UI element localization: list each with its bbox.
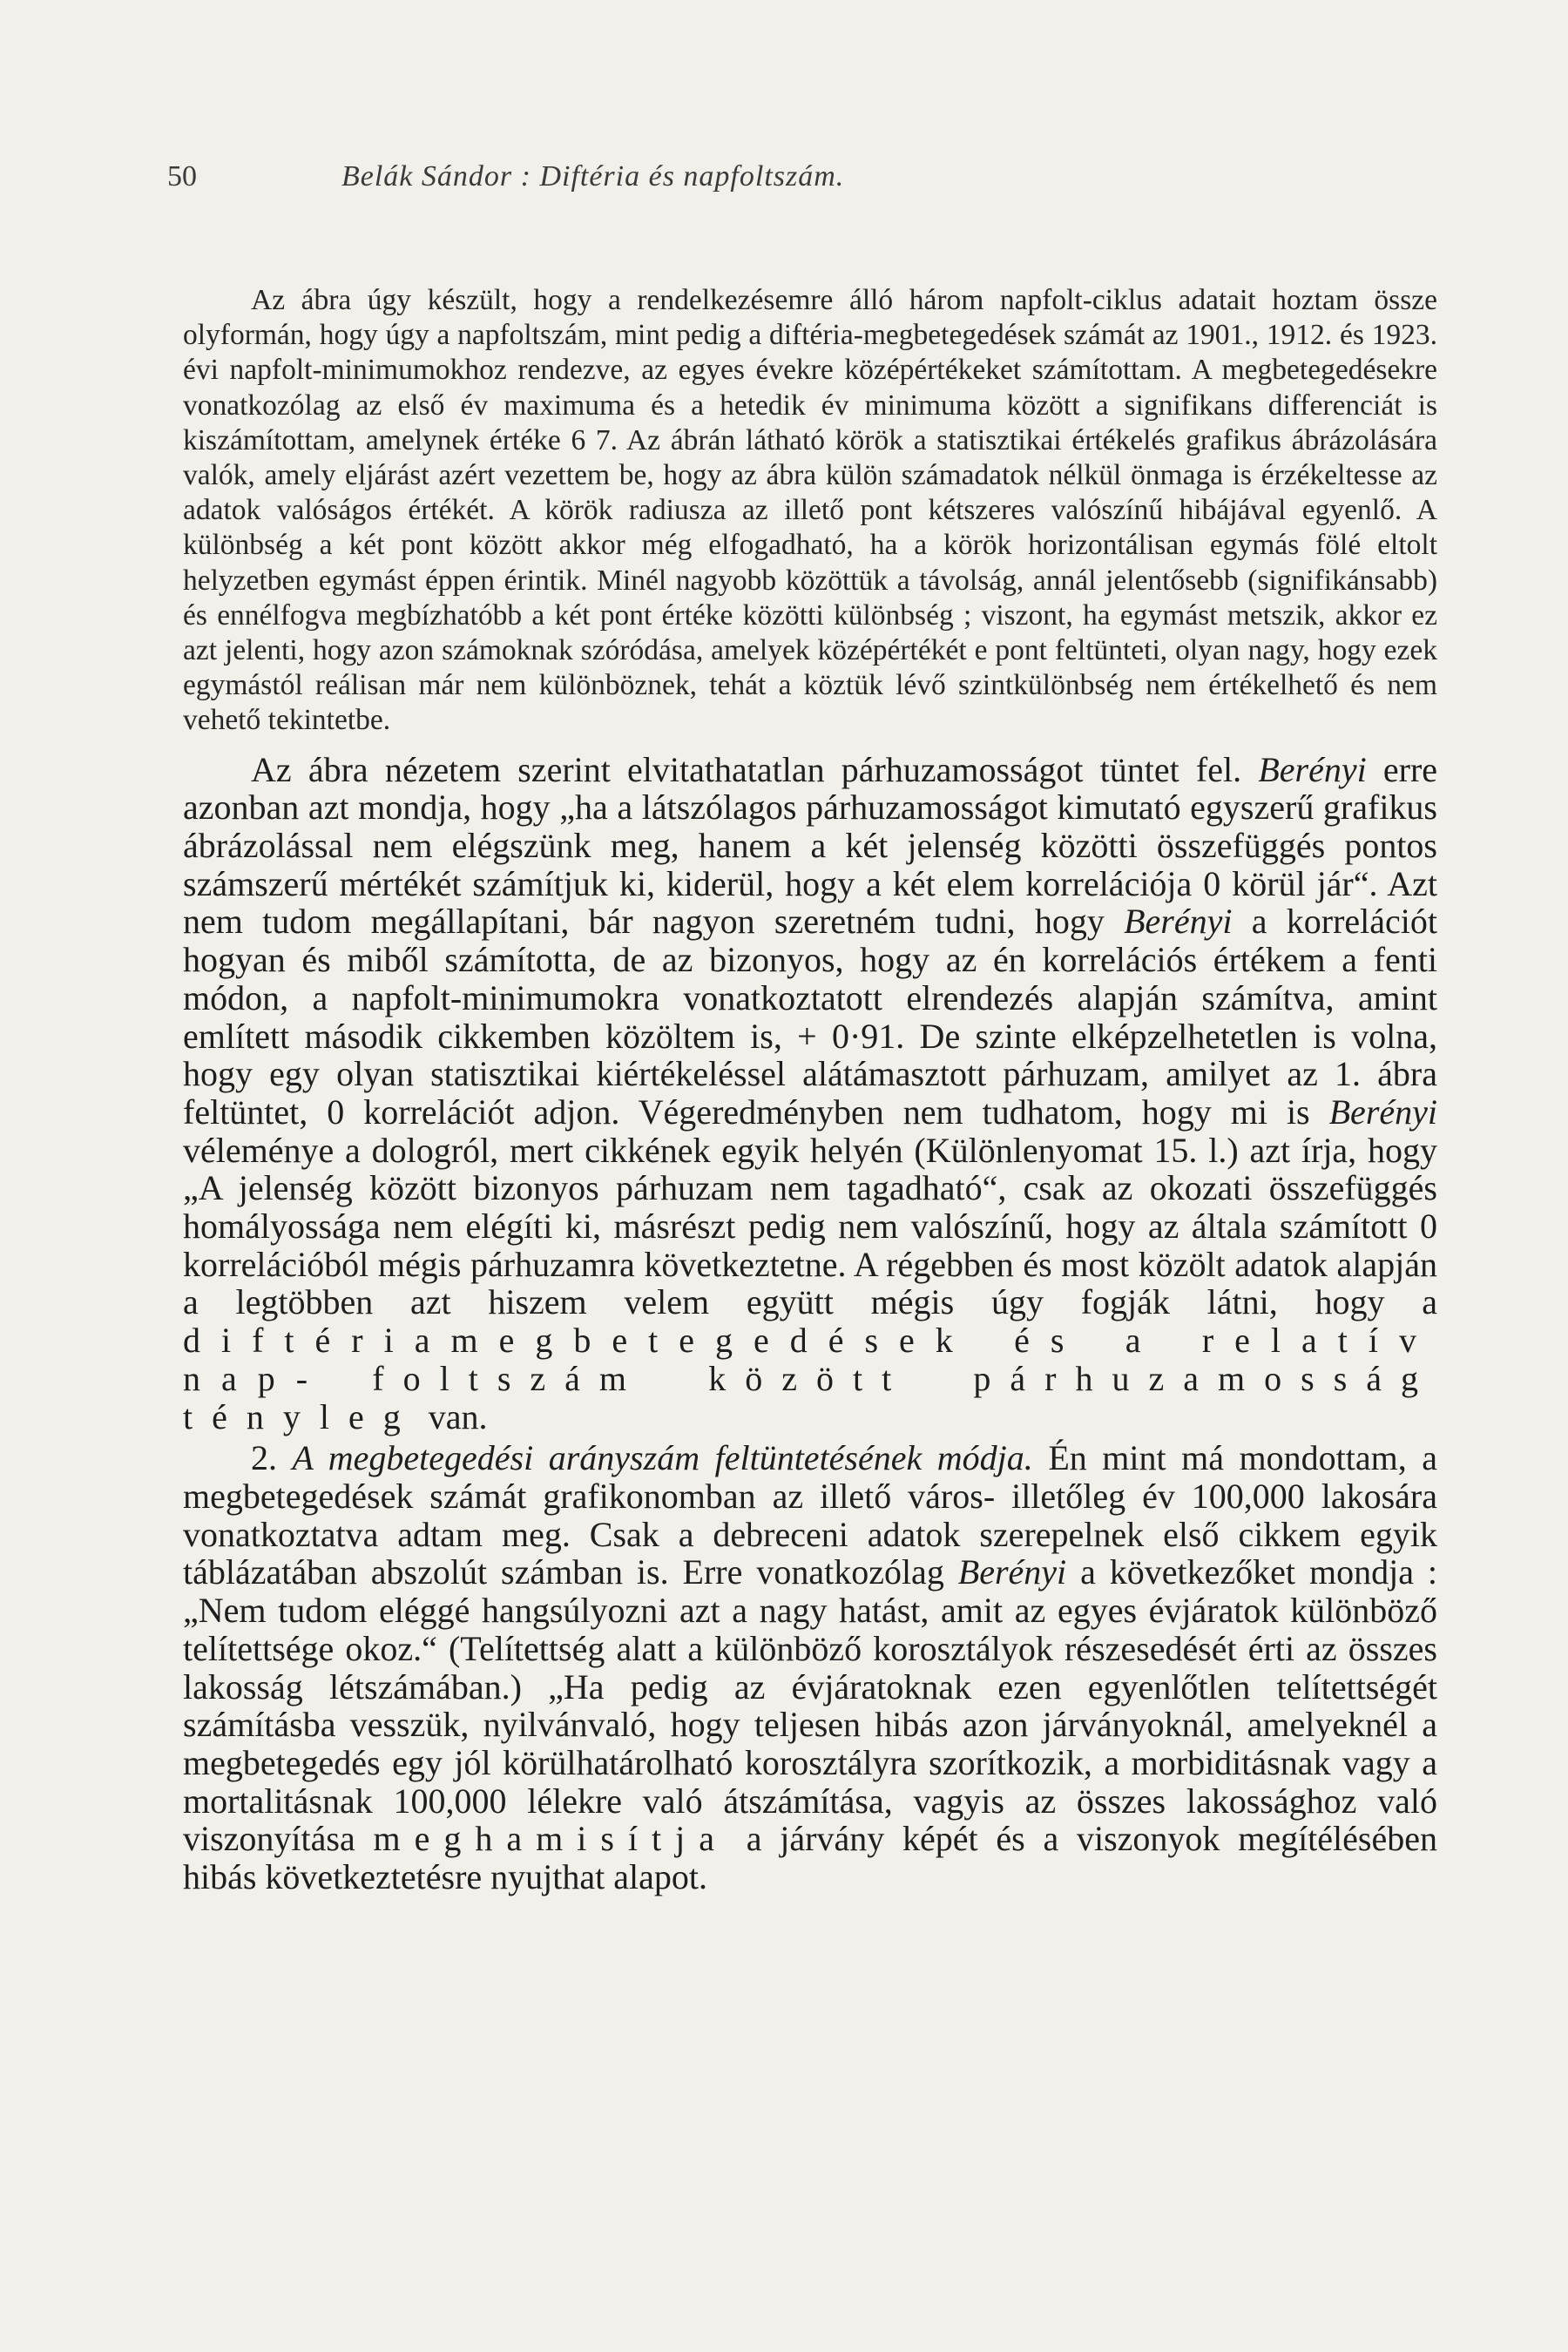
p3-sentence-3: a járvány képét és a viszonyok megítélésében hibás következtetésre nyujthat alapot. [183,1819,1437,1897]
paragraph-section-2 [183,1439,1437,1896]
author-name-berenyi: Berényi [1124,902,1233,942]
spaced-emphasis-1: diftériamegbetegedések és a relatív nap- [183,1321,1437,1398]
author-name-berenyi: Berényi [1328,1092,1437,1132]
author-name-berenyi: Berényi [1258,749,1367,789]
p2-sentence-4: véleménye a dologról, mert cikkének egyik helyén (Különlenyomat 15. l.) azt írja, hogy „A jelenség között bizonyos párhuzam nem tagadható“, csak az okozati összefüggés homályossága nem elégíti ki, másrészt pedig nem valószínű, hogy az általa számított 0 korrelációból mégis párhuzamra következtetne. A régebben és most közölt adatok alapján a legtöbben azt hiszem velem együtt mégis úgy fogják látni, hogy a [183,1130,1437,1322]
page-number: 50 [167,160,197,193]
section-title: A megbetegedési arányszám feltüntetésének módja. [292,1438,1033,1478]
p3-sentence-2: a következőket mondja : „Nem tudom eléggé hangsúlyozni azt a nagy hatást, amit az egyes évjáratok különböző telítettsége okoz.“ (Telítettség alatt a különböző korosztályok részesedését érti az összes lakosság létszámában.) „Ha pedig az évjáratoknak ezen egyenlőtlen telítettségét számításba vesszük, nyilvánvaló, hogy teljesen hibás azon járványoknál, amelyeknél a megbetegedés egy jól körülhatárolható korosztályra szorítkozik, a morbiditásnak vagy a mortalitásnak 100,000 lélekre való átszámítása, vagyis az összes lakossághoz való viszonyítása [183,1552,1438,1859]
paragraph-parallelism [183,751,1437,1436]
main-text-section [183,751,1437,1896]
p2-sentence-2: erre azonban azt mondja, hogy „ha a látszólagos párhuzamosságot kimutató egyszerű grafikus ábrázolással nem elégszünk meg, hanem a két jelenség közötti összefüggés pontos számszerű mértékét számítjuk ki, kiderül, hogy a két elem korrelációja 0 körül jár“. Azt nem tudom megállapítani, bár nagyon szeretném tudni, hogy [183,749,1438,942]
p3-sentence-1: Én mint má mondottam, a megbetegedések számát grafikonomban az illető város- illetőleg év 100,000 lakosára vonatkoztatva adtam meg. Csak a debreceni adatok szerepelnek első cikkem egyik táblázatában abszolút számban is. Erre vonatkozólag [183,1438,1438,1592]
p2-sentence-1: Az ábra nézetem szerint elvitathatatlan párhuzamosságot tüntet fel. [251,749,1242,789]
section-number: 2. [251,1438,277,1478]
spaced-emphasis-3: meghamisítja [373,1819,729,1859]
small-print-section [183,283,1437,739]
running-title: Belák Sándor : Diftéria és napfoltszám. [341,160,845,193]
spaced-emphasis-2: foltszám között párhuzamosság tényleg [183,1358,1438,1436]
author-name-berenyi: Berényi [957,1552,1067,1592]
p2-tail: van. [428,1396,488,1436]
small-print-paragraph: Az ábra úgy készült, hogy a rendelkezésemre álló három napfolt-ciklus adatait hoztam össze olyformán, hogy úgy a napfoltszám, mint pedig a diftéria-megbetegedések számát az 1901., 1912. és 1923. évi napfolt-minimumokhoz rendezve, az egyes évekre középértékeket számítottam. A megbetegedésekre vonatkozólag az első év maximuma és a hetedik év minimuma között a signifikans differenciát is kiszámítottam, amelynek értéke 6 7. Az ábrán látható körök a statisztikai értékelés grafikus ábrázolására valók, amely eljárást azért vezettem be, hogy az ábra külön számadatok nélkül önmaga is érzékeltesse az adatok valóságos értékét. A körök radiusza az illető pont kétszeres valószínű hibájával egyenlő. A különbség a két pont között akkor még elfogadható, ha a körök horizontálisan egymás fölé eltolt helyzetben egymást éppen érintik. Minél nagyobb közöttük a távolság, annál jelentősebb (signifikánsabb) és ennélfogva megbízhatóbb a két pont értéke közötti különbség ; viszont, ha egymást metszik, akkor ez azt jelenti, hogy azon számoknak szóródása, amelyek középértékét e pont feltünteti, olyan nagy, hogy ezek egymástól reálisan már nem különböznek, tehát a köztük lévő szintkülönbség nem értékelhető és nem vehető tekintetbe. [183,284,1437,737]
p2-sentence-3: a korrelációt hogyan és miből számította, de az bizonyos, hogy az én korrelációs értékem a fenti módon, a napfolt-minimumokra vonatkoztatott elrendezés alapján számítva, amint említett második cikkemben közöltem is, + 0·91. De szinte elképzelhetetlen is volna, hogy egy olyan statisztikai kiértékeléssel alátámasztott párhuzam, amilyet az 1. ábra feltüntet, 0 korrelációt adjon. Végeredményben nem tudhatom, hogy mi is [183,902,1437,1132]
page-body [183,283,1437,1896]
page-header [167,153,1439,202]
